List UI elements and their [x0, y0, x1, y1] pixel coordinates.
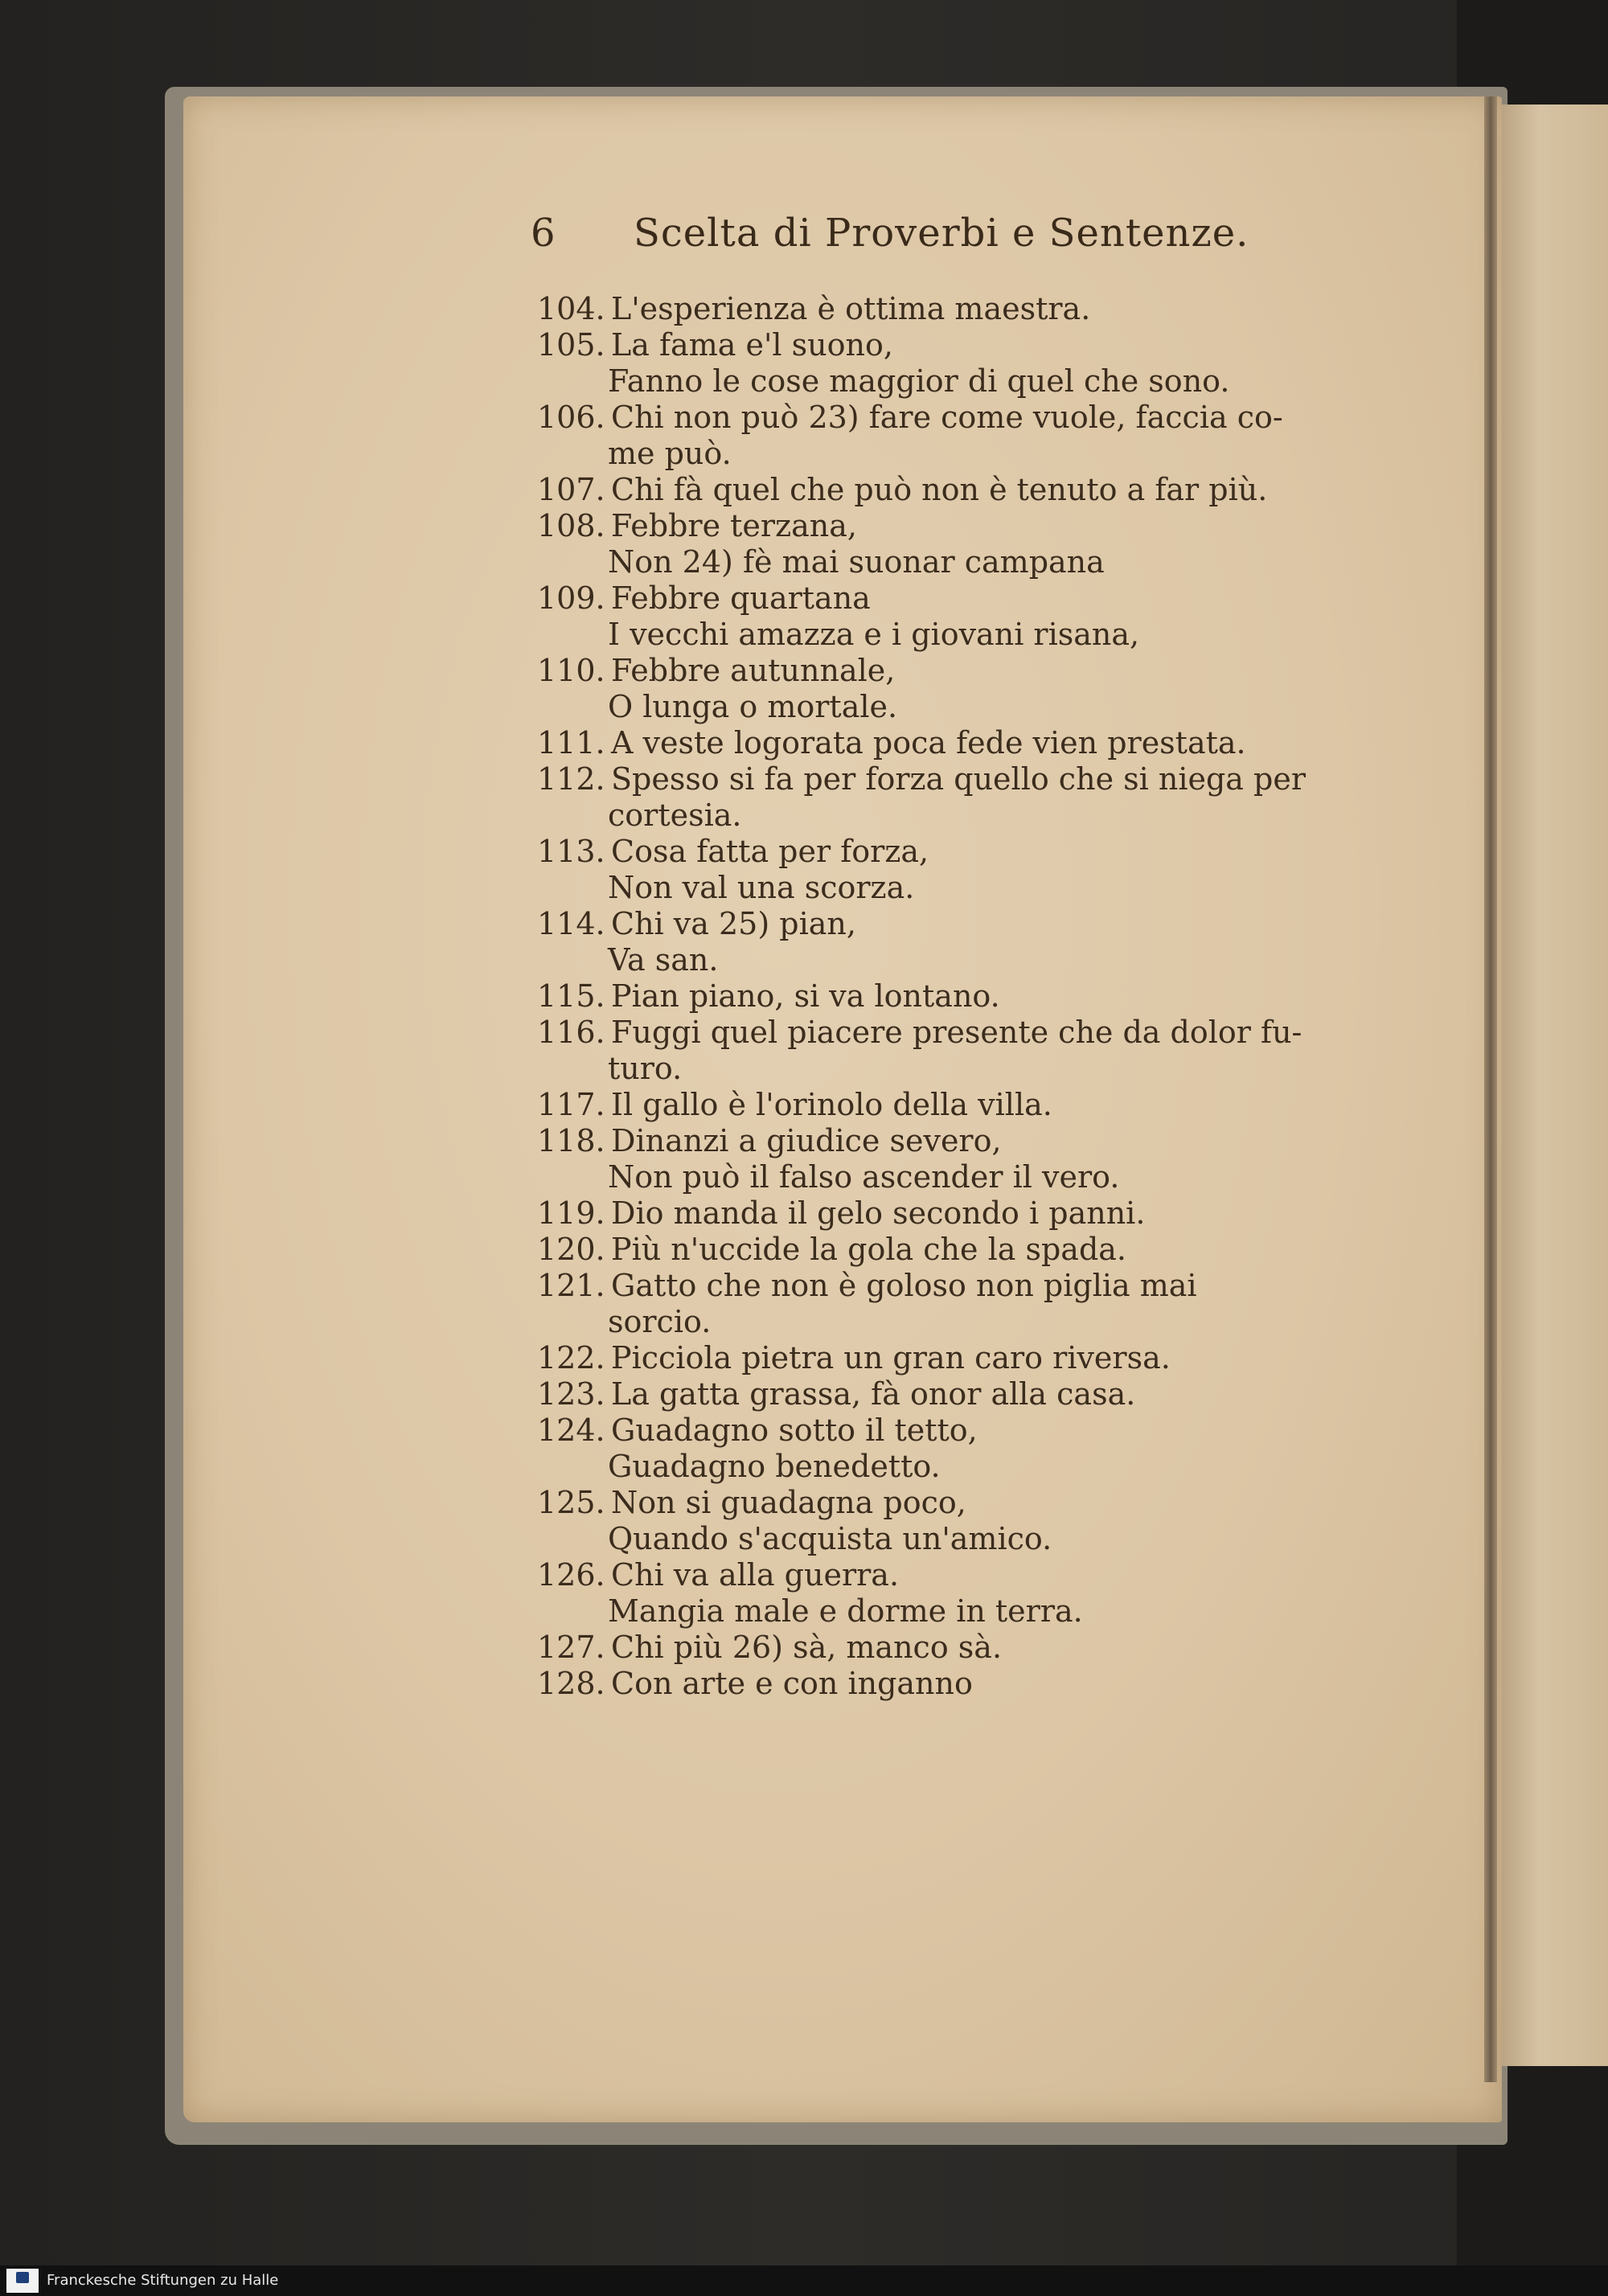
proverb-text: Non può il falso ascender il vero. — [608, 1159, 1120, 1195]
proverb-text: sorcio. — [608, 1304, 712, 1339]
proverb-line — [537, 1449, 1365, 1485]
proverb-line — [537, 978, 1365, 1015]
proverb-text: Non 24) fè mai suonar campana — [608, 544, 1105, 580]
proverb-number: 120. — [537, 1232, 605, 1267]
proverb-line — [537, 617, 1365, 653]
proverb-text: Dio manda il gelo secondo i panni. — [611, 1195, 1146, 1231]
proverb-text: Va san. — [608, 942, 719, 978]
proverb-line — [537, 1485, 1365, 1521]
proverb-text: Gatto che non è goloso non piglia mai — [611, 1268, 1197, 1303]
proverb-line — [537, 1123, 1365, 1159]
proverb-line — [537, 363, 1365, 400]
proverb-number: 122. — [537, 1340, 605, 1376]
proverb-number: 109. — [537, 580, 605, 616]
proverb-number: 106. — [537, 400, 605, 435]
proverb-number: 115. — [537, 978, 605, 1014]
proverb-line — [537, 1195, 1365, 1232]
proverb-text: Fuggi quel piacere presente che da dolor fu- — [611, 1015, 1302, 1050]
proverb-text: Fanno le cose maggior di quel che sono. — [608, 363, 1230, 399]
proverb-text: Febbre terzana, — [611, 508, 857, 543]
proverb-line — [537, 1521, 1365, 1557]
proverb-text: Con arte e con inganno — [611, 1666, 973, 1701]
proverb-line — [537, 1232, 1365, 1268]
proverb-line — [537, 327, 1365, 363]
proverb-text: Non val una scorza. — [608, 870, 915, 905]
proverb-text: Chi non può 23) fare come vuole, faccia co- — [611, 400, 1283, 435]
proverb-number: 104. — [537, 291, 605, 326]
proverb-text: Non si guadagna poco, — [611, 1485, 966, 1520]
proverb-line — [537, 653, 1365, 689]
proverb-number: 112. — [537, 761, 605, 797]
proverb-number: 111. — [537, 725, 605, 761]
proverb-text: me può. — [608, 436, 732, 471]
proverb-number: 114. — [537, 906, 605, 941]
footer-bar — [0, 2265, 1608, 2296]
book-gutter — [1484, 96, 1497, 2082]
proverb-text: Chi fà quel che può non è tenuto a far più. — [611, 472, 1268, 507]
institution-name: Franckesche Stiftungen zu Halle — [47, 2272, 279, 2289]
proverb-line — [537, 1268, 1365, 1304]
proverb-text: L'esperienza è ottima maestra. — [611, 291, 1091, 326]
proverb-line — [537, 870, 1365, 906]
proverb-number: 119. — [537, 1195, 605, 1231]
proverb-line — [537, 1159, 1365, 1195]
proverb-line — [537, 942, 1365, 978]
proverb-text: Cosa fatta per forza, — [611, 834, 929, 869]
proverb-line — [537, 1340, 1365, 1376]
proverb-number: 128. — [537, 1666, 605, 1701]
proverb-line — [537, 1666, 1365, 1702]
proverb-line — [537, 689, 1365, 725]
proverb-number: 123. — [537, 1376, 605, 1412]
proverb-number: 110. — [537, 653, 605, 688]
proverb-text: I vecchi amazza e i giovani risana, — [608, 617, 1140, 652]
proverb-text: Chi più 26) sà, manco sà. — [611, 1630, 1003, 1665]
proverb-number: 113. — [537, 834, 605, 869]
proverb-line — [537, 906, 1365, 942]
proverb-line — [537, 1087, 1365, 1123]
running-header — [531, 211, 1254, 267]
proverb-line — [537, 1015, 1365, 1051]
proverb-number: 121. — [537, 1268, 605, 1303]
proverb-number: 117. — [537, 1087, 605, 1122]
proverb-text: Febbre autunnale, — [611, 653, 896, 688]
institution-logo-icon — [6, 2269, 39, 2293]
page-number: 6 — [531, 211, 556, 256]
proverb-text: cortesia. — [608, 797, 742, 833]
proverb-line — [537, 761, 1365, 797]
proverb-text: turo. — [608, 1051, 683, 1086]
proverb-text: La fama e'l suono, — [611, 327, 893, 363]
proverb-line — [537, 1593, 1365, 1630]
proverb-number: 127. — [537, 1630, 605, 1665]
proverb-line — [537, 725, 1365, 761]
proverb-line — [537, 1557, 1365, 1593]
proverb-line — [537, 580, 1365, 617]
proverb-text: O lunga o mortale. — [608, 689, 898, 724]
proverb-text: Chi va alla guerra. — [611, 1557, 900, 1593]
proverb-line — [537, 508, 1365, 544]
proverb-line — [537, 472, 1365, 508]
proverb-number: 125. — [537, 1485, 605, 1520]
proverb-text: A veste logorata poca fede vien prestata. — [611, 725, 1246, 761]
proverb-text: Guadagno sotto il tetto, — [611, 1412, 978, 1448]
running-title: Scelta di Proverbi e Sentenze. — [634, 211, 1249, 256]
proverb-line — [537, 1304, 1365, 1340]
proverb-text: Il gallo è l'orinolo della villa. — [611, 1087, 1052, 1122]
proverb-text: Picciola pietra un gran caro riversa. — [611, 1340, 1171, 1376]
proverb-number: 116. — [537, 1015, 605, 1050]
proverb-number: 126. — [537, 1557, 605, 1593]
proverb-text: Dinanzi a giudice severo, — [611, 1123, 1002, 1158]
proverb-text: La gatta grassa, fà onor alla casa. — [611, 1376, 1136, 1412]
proverb-line — [537, 1376, 1365, 1412]
proverb-text: Chi va 25) pian, — [611, 906, 856, 941]
proverb-text: Quando s'acquista un'amico. — [608, 1521, 1052, 1556]
facing-page — [1494, 105, 1608, 2066]
proverb-list — [537, 291, 1365, 1702]
proverb-line — [537, 436, 1365, 472]
proverb-line — [537, 1412, 1365, 1449]
proverb-number: 107. — [537, 472, 605, 507]
proverb-line — [537, 797, 1365, 834]
proverb-text: Febbre quartana — [611, 580, 871, 616]
proverb-text: Spesso si fa per forza quello che si niega per — [611, 761, 1306, 797]
proverb-number: 124. — [537, 1412, 605, 1448]
proverb-text: Guadagno benedetto. — [608, 1449, 941, 1484]
proverb-line — [537, 291, 1365, 327]
proverb-line — [537, 1630, 1365, 1666]
proverb-number: 118. — [537, 1123, 605, 1158]
proverb-line — [537, 400, 1365, 436]
proverb-line — [537, 834, 1365, 870]
proverb-line — [537, 1051, 1365, 1087]
proverb-text: Più n'uccide la gola che la spada. — [611, 1232, 1127, 1267]
proverb-line — [537, 544, 1365, 580]
proverb-number: 108. — [537, 508, 605, 543]
proverb-text: Pian piano, si va lontano. — [611, 978, 1000, 1014]
proverb-text: Mangia male e dorme in terra. — [608, 1593, 1083, 1629]
proverb-number: 105. — [537, 327, 605, 363]
